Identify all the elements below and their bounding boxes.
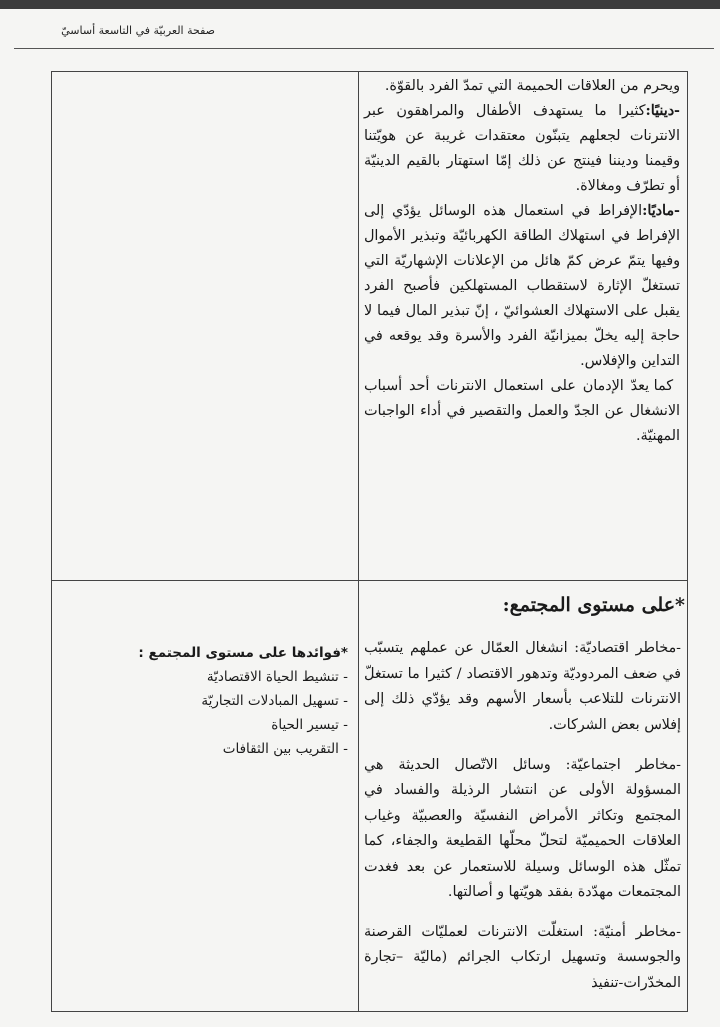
paragraph-lead: -مخاطر أمنيّة: (593, 923, 681, 940)
list-item: - تيسير الحياة (52, 713, 348, 737)
benefits-title: *فوائدها على مستوى المجتمع : (138, 645, 348, 661)
header-divider (14, 48, 714, 49)
empty-side-cell (52, 72, 359, 581)
content-table (51, 71, 688, 1012)
paragraph-religious: -دينيًا:كثيرا ما يستهدف الأطفال والمراهقون عبر الانترنات لجعلهم يتبنّون معتقدات غريبة عن هويّتنا وقيمنا وديننا فينتج عن ذلك إمّا استهتار بالقيم الدينيّة أو تطرّف ومغالاة. (364, 103, 680, 194)
paragraph-addiction: كما يعدّ الإدمان على استعمال الانترنات أحد أسباب الانشغال عن الجدّ والعمل والتقصير في أداء الواجبات المهنيّة. (364, 378, 680, 444)
paragraph-lead: -مخاطر اقتصاديّة: (574, 640, 681, 657)
risks-cell-society (359, 581, 688, 1012)
table-row (52, 581, 688, 1012)
paragraph: ويحرم من العلاقات الحميمة التي تمدّ الفرد بالقوّة. (384, 78, 680, 94)
benefits-list (52, 665, 358, 761)
paragraph-lead: -ماديًا: (642, 203, 680, 219)
paragraph-social: -مخاطر اجتماعيّة: وسائل الاتّصال الحديثة هي المسؤولة الأولى عن انتشار الرذيلة والفساد في المجتمع وتكاثر الأمراض النفسيّة والعصبيّة وغياب العلاقات الحميميّة لتحلّ محلّها القطيعة والجفاء، كما تمثّل هذه الوسائل وسيلة للاستعمار عن بعد فغدت المجتمعات مهدّدة بفقد هويّتها و أصالتها. (364, 756, 681, 901)
paragraph-material: -ماديًا:الإفراط في استعمال هذه الوسائل يؤدّي إلى الإفراط في استهلاك الطاقة الكهربائيّة وتبذير الأموال وفيها يتمّ عرض كمّ هائل من الإعلانات الإشهاريّة التي تستغلّ الإثارة لاستقطاب المستهلكين فأصبح الفرد يقبل على الاستهلاك العشوائيّ ، إنّ تبذير المال فيما لا حاجة إليه يخلّ بميزانيّة الفرد والأسرة وقد يوقعه في التداين والإفلاس. (364, 203, 680, 369)
paragraph-lead: -دينيًا: (645, 103, 680, 119)
section-title: *على مستوى المجتمع: (502, 594, 685, 616)
list-item: - التقريب بين الثقافات (52, 737, 348, 761)
viewer-top-bar (0, 0, 720, 9)
paragraph-economic: -مخاطر اقتصاديّة: انشغال العمّال عن عملهم يتسبّب في ضعف المردوديّة وتدهور الاقتصاد / كثيرا ما تستغلّ الانترنات للتلاعب بأسعار الأسهم وقد يؤدّي ذلك إلى إفلاس بعض الشركات. (364, 640, 681, 733)
table-row (52, 72, 688, 581)
paragraph-lead: -مخاطر اجتماعيّة: (565, 756, 681, 773)
list-item: - تسهيل المبادلات التجاريّة (52, 689, 348, 713)
paragraph-security: -مخاطر أمنيّة: استغلّت الانترنات لعمليّات القرصنة والجوسسة وتسهيل ارتكاب الجرائم (ماليّة –تجارة المخدّرات-تنفيذ (364, 923, 681, 991)
benefits-cell-society (52, 581, 359, 1012)
list-item: - تنشيط الحياة الاقتصاديّة (52, 665, 348, 689)
risks-cell-individual (359, 72, 688, 581)
page-running-header: صفحة العربيّة في التاسعة أساسيّ (61, 24, 215, 37)
